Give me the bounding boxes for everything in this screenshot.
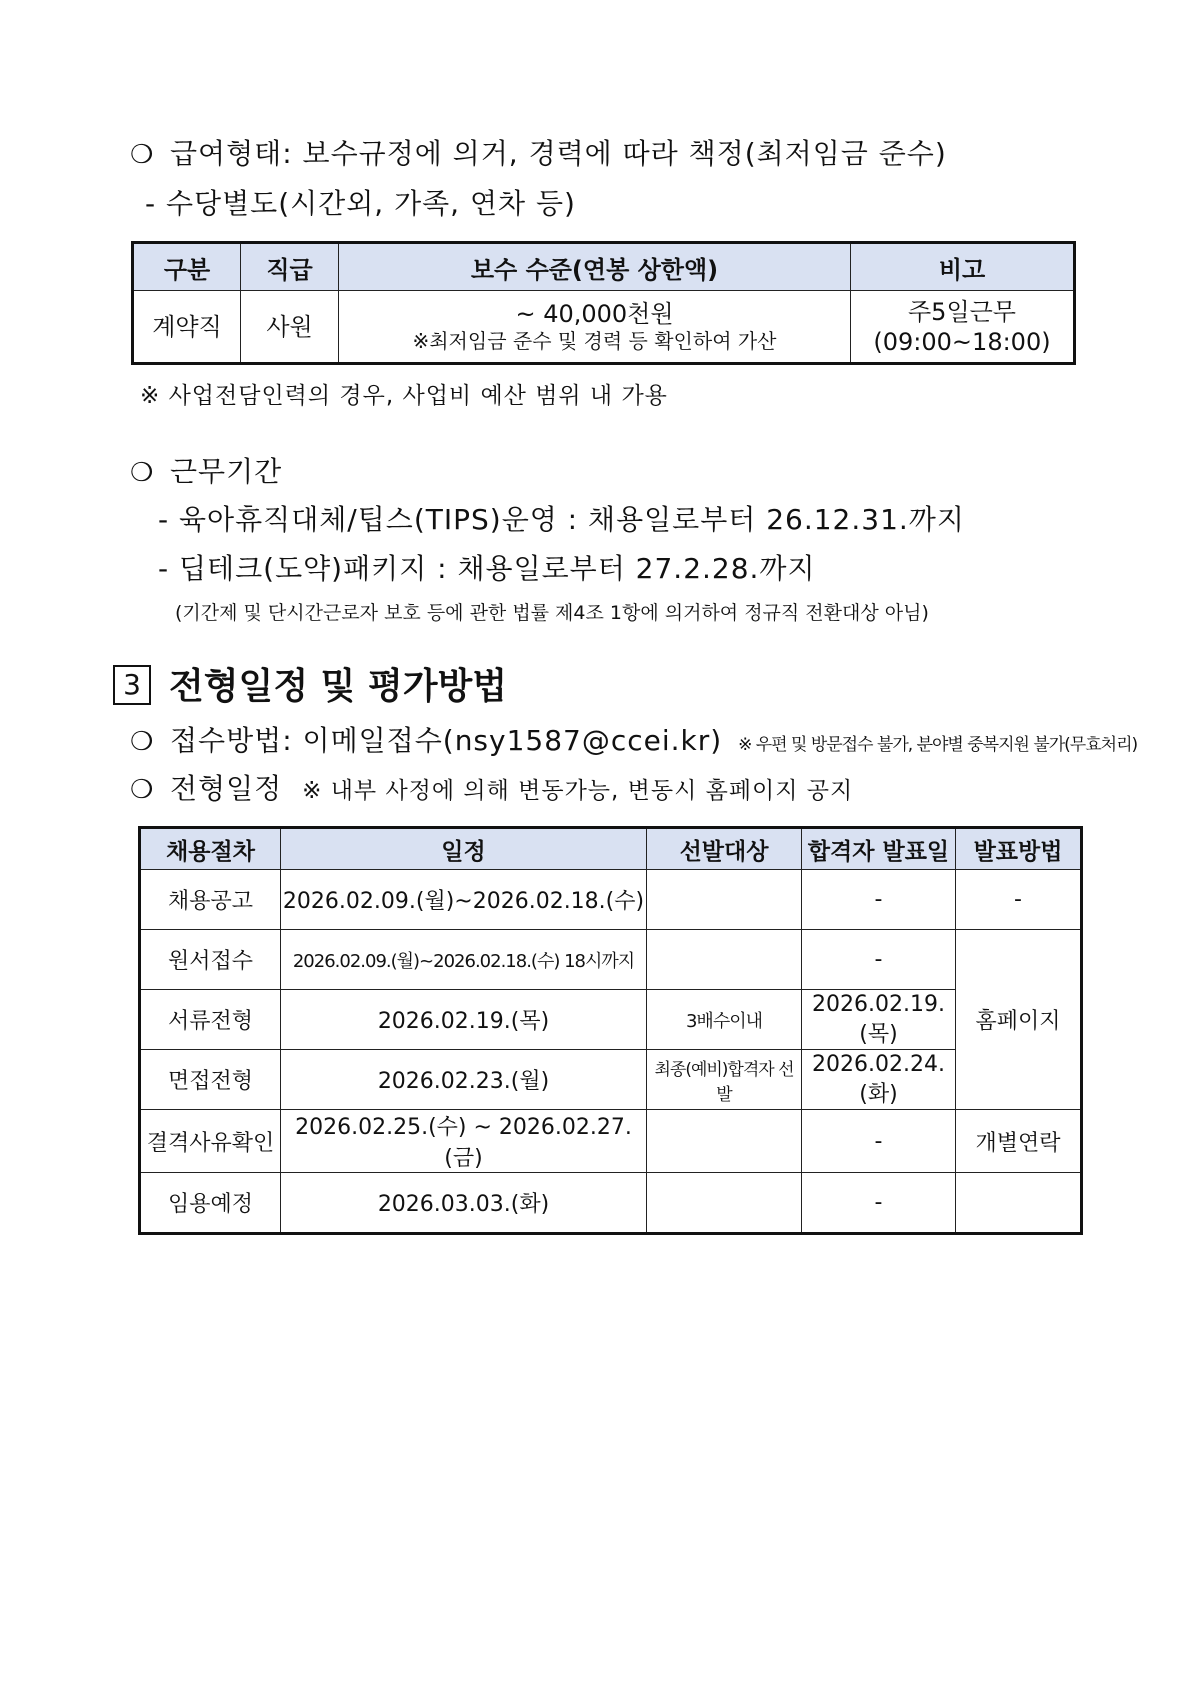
- circle-bullet-icon: ❍: [130, 775, 155, 805]
- header-method: 발표방법: [956, 828, 1082, 870]
- period-note: (기간제 및 단시간근로자 보호 등에 관한 법률 제4조 1항에 의거하여 정규직 전환대상 아님): [175, 602, 929, 624]
- date-cell: 2026.02.09.(월)~2026.02.18.(수): [281, 870, 647, 930]
- circle-bullet-icon: ❍: [130, 727, 155, 757]
- method-cell-homepage: 홈페이지: [956, 930, 1082, 1110]
- remark-days: 주5일근무: [907, 297, 1016, 326]
- header-salary-level: 보수 수준(연봉 상한액): [339, 243, 851, 291]
- step-cell: 결격사유확인: [140, 1110, 281, 1173]
- announce-cell: -: [802, 1173, 956, 1234]
- announce-cell: -: [802, 1110, 956, 1173]
- header-target: 선발대상: [647, 828, 802, 870]
- pay-type-text: 급여형태: 보수규정에 의거, 경력에 따라 책정(최저임금 준수): [170, 137, 947, 170]
- salary-table: [131, 241, 1076, 365]
- header-remark: 비고: [851, 243, 1075, 291]
- period-item-1: - 육아휴직대체/팁스(TIPS)운영 : 채용일로부터 26.12.31.까지: [158, 503, 965, 536]
- step-cell: 면접전형: [140, 1050, 281, 1110]
- salary-table-header: [133, 243, 1075, 291]
- method-cell: -: [956, 870, 1082, 930]
- schedule-line: [130, 772, 853, 806]
- header-rank: 직급: [241, 243, 339, 291]
- period-item-2: - 딥테크(도약)패키지 : 채용일로부터 27.2.28.까지: [158, 552, 816, 585]
- amount-note: ※최저임금 준수 및 경력 등 확인하여 가산: [412, 329, 777, 353]
- cell-remark: [851, 291, 1075, 364]
- apply-method-text: 접수방법: 이메일접수(nsy1587@ccei.kr): [170, 724, 723, 757]
- salary-note: ※ 사업전담인력의 경우, 사업비 예산 범위 내 가용: [140, 383, 668, 409]
- table-row: [140, 1110, 1082, 1173]
- schedule-table-header: [140, 828, 1082, 870]
- apply-method-note: ※ 우편 및 방문접수 불가, 분야별 중복지원 불가(무효처리): [738, 735, 1138, 755]
- table-row: [140, 1173, 1082, 1234]
- cell-rank: 사원: [241, 291, 339, 364]
- announce-cell: 2026.02.19.(목): [802, 990, 956, 1050]
- announce-cell: -: [802, 870, 956, 930]
- target-cell: 최종(예비)합격자 선발: [647, 1050, 802, 1110]
- header-announce: 합격자 발표일: [802, 828, 956, 870]
- date-cell: 2026.02.25.(수) ~ 2026.02.27.(금): [281, 1110, 647, 1173]
- table-row: [140, 930, 1082, 990]
- salary-table-row: [133, 291, 1075, 364]
- step-cell: 서류전형: [140, 990, 281, 1050]
- table-row: [140, 870, 1082, 930]
- method-cell: 개별연락: [956, 1110, 1082, 1173]
- target-cell: [647, 870, 802, 930]
- announce-cell: -: [802, 930, 956, 990]
- work-period-title: 근무기간: [170, 455, 283, 488]
- pay-type-line: [130, 137, 947, 171]
- target-cell: [647, 1173, 802, 1234]
- target-cell: [647, 1110, 802, 1173]
- table-row: [140, 990, 1082, 1050]
- allowance-line: - 수당별도(시간외, 가족, 연차 등): [145, 187, 576, 220]
- section-heading: [113, 658, 507, 709]
- circle-bullet-icon: ❍: [130, 458, 155, 488]
- step-cell: 임용예정: [140, 1173, 281, 1234]
- step-cell: 채용공고: [140, 870, 281, 930]
- target-cell: 3배수이내: [647, 990, 802, 1050]
- date-cell: 2026.02.19.(목): [281, 990, 647, 1050]
- circle-bullet-icon: ❍: [130, 140, 155, 170]
- method-cell: [956, 1173, 1082, 1234]
- schedule-note: ※ 내부 사정에 의해 변동가능, 변동시 홈페이지 공지: [302, 778, 854, 804]
- section-number: 3: [113, 665, 151, 705]
- work-period-line: [130, 455, 282, 489]
- schedule-table: [138, 826, 1083, 1235]
- date-cell: 2026.03.03.(화): [281, 1173, 647, 1234]
- amount-value: ~ 40,000천원: [515, 300, 674, 328]
- date-cell: 2026.02.23.(월): [281, 1050, 647, 1110]
- section-title: 전형일정 및 평가방법: [169, 666, 508, 707]
- header-step: 채용절차: [140, 828, 281, 870]
- target-cell: [647, 930, 802, 990]
- cell-amount: [339, 291, 851, 364]
- schedule-label: 전형일정: [170, 772, 283, 805]
- cell-type: 계약직: [133, 291, 241, 364]
- date-cell: 2026.02.09.(월)~2026.02.18.(수) 18시까지: [281, 930, 647, 990]
- announce-cell: 2026.02.24.(화): [802, 1050, 956, 1110]
- apply-method-line: [130, 724, 1137, 758]
- step-cell: 원서접수: [140, 930, 281, 990]
- table-row: [140, 1050, 1082, 1110]
- header-date: 일정: [281, 828, 647, 870]
- header-category: 구분: [133, 243, 241, 291]
- remark-hours: (09:00~18:00): [873, 327, 1051, 356]
